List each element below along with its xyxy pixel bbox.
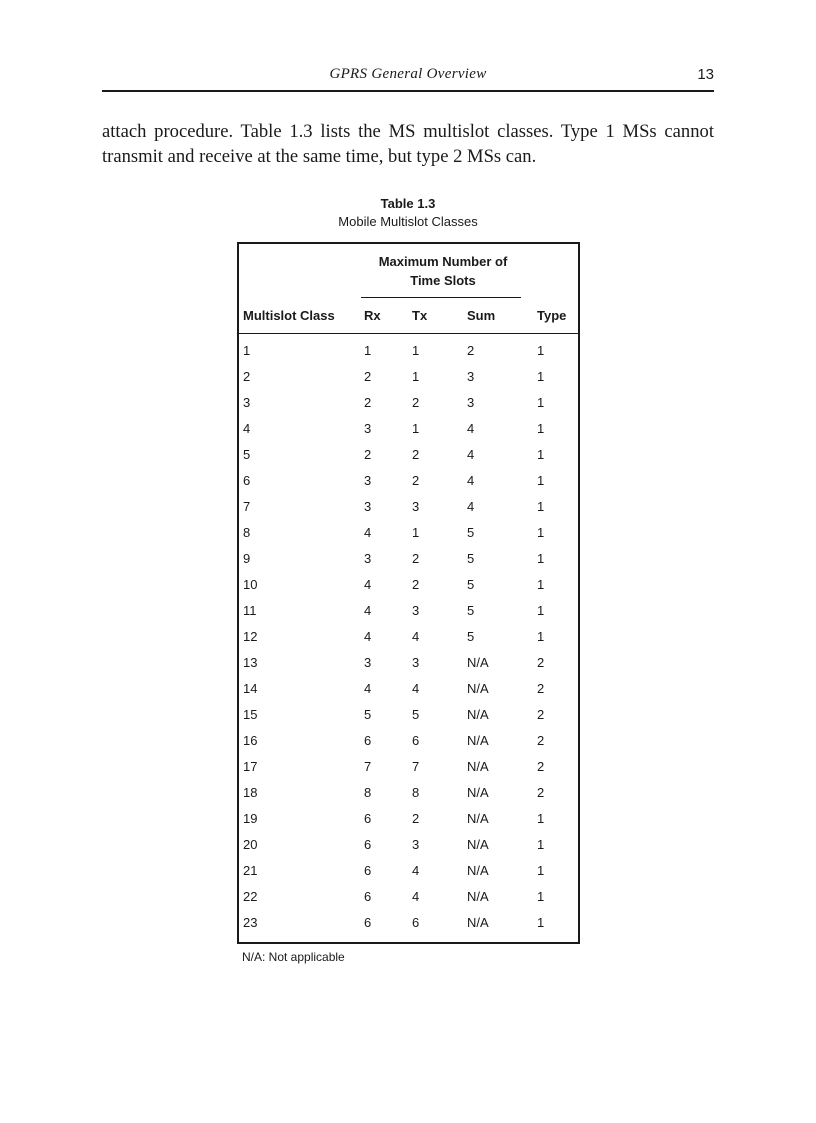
cell-sum: 5	[467, 525, 475, 540]
table-row	[239, 394, 578, 420]
table-row	[239, 342, 578, 368]
cell-type: 1	[537, 369, 545, 384]
header-rule	[239, 333, 578, 334]
cell-type: 1	[537, 421, 545, 436]
table-row	[239, 628, 578, 654]
cell-sum: N/A	[467, 733, 489, 748]
cell-sum: 5	[467, 551, 475, 566]
cell-tx: 2	[412, 473, 420, 488]
page-number: 13	[697, 66, 714, 83]
cell-rx: 4	[364, 681, 372, 696]
cell-multislot-class: 17	[243, 759, 258, 774]
cell-rx: 2	[364, 447, 372, 462]
body-line-1: attach procedure. Table 1.3 lists the MS multislot classes. Type 1 MSs cannot	[102, 121, 714, 142]
cell-rx: 6	[364, 811, 372, 826]
cell-tx: 3	[412, 837, 420, 852]
cell-sum: N/A	[467, 837, 489, 852]
table-row	[239, 914, 578, 940]
cell-tx: 3	[412, 655, 420, 670]
table-row	[239, 602, 578, 628]
cell-type: 2	[537, 759, 545, 774]
cell-multislot-class: 4	[243, 421, 251, 436]
cell-tx: 4	[412, 889, 420, 904]
cell-rx: 4	[364, 525, 372, 540]
cell-multislot-class: 23	[243, 915, 258, 930]
cell-tx: 8	[412, 785, 420, 800]
running-title: GPRS General Overview	[329, 66, 487, 82]
table-row	[239, 888, 578, 914]
cell-multislot-class: 16	[243, 733, 258, 748]
cell-tx: 3	[412, 499, 420, 514]
cell-type: 2	[537, 707, 545, 722]
table-row	[239, 550, 578, 576]
max-time-slots-header	[367, 252, 519, 290]
cell-multislot-class: 7	[243, 499, 251, 514]
cell-type: 1	[537, 447, 545, 462]
cell-tx: 2	[412, 395, 420, 410]
cell-rx: 5	[364, 707, 372, 722]
cell-sum: 4	[467, 473, 475, 488]
cell-multislot-class: 9	[243, 551, 251, 566]
cell-type: 1	[537, 603, 545, 618]
cell-multislot-class: 18	[243, 785, 258, 800]
cell-tx: 4	[412, 629, 420, 644]
cell-multislot-class: 14	[243, 681, 258, 696]
cell-type: 1	[537, 343, 545, 358]
cell-rx: 6	[364, 889, 372, 904]
cell-sum: 5	[467, 577, 475, 592]
table-body	[239, 342, 578, 940]
spanner-rule	[361, 297, 521, 298]
cell-type: 1	[537, 889, 545, 904]
cell-multislot-class: 22	[243, 889, 258, 904]
table-row	[239, 498, 578, 524]
cell-rx: 6	[364, 733, 372, 748]
table-row	[239, 706, 578, 732]
cell-rx: 3	[364, 473, 372, 488]
cell-type: 2	[537, 681, 545, 696]
table-row	[239, 472, 578, 498]
cell-tx: 1	[412, 421, 420, 436]
body-line-2: transmit and receive at the same time, but type 2 MSs can.	[102, 146, 537, 167]
body-paragraph	[102, 119, 714, 169]
cell-sum: 3	[467, 369, 475, 384]
cell-rx: 3	[364, 551, 372, 566]
cell-type: 1	[537, 499, 545, 514]
column-header-rx: Rx	[364, 308, 381, 323]
cell-rx: 6	[364, 915, 372, 930]
cell-multislot-class: 3	[243, 395, 251, 410]
table-title: Mobile Multislot Classes	[338, 214, 478, 229]
cell-sum: 4	[467, 499, 475, 514]
cell-sum: 5	[467, 629, 475, 644]
cell-multislot-class: 11	[243, 603, 257, 618]
cell-sum: N/A	[467, 681, 489, 696]
table-row	[239, 680, 578, 706]
column-header-multislot-class: Multislot Class	[243, 308, 335, 323]
cell-rx: 8	[364, 785, 372, 800]
cell-sum: 4	[467, 421, 475, 436]
cell-multislot-class: 8	[243, 525, 251, 540]
cell-type: 1	[537, 837, 545, 852]
max-time-slots-header-line-2: Time Slots	[410, 273, 476, 288]
table-row	[239, 810, 578, 836]
column-header-sum: Sum	[467, 308, 496, 323]
table-row	[239, 758, 578, 784]
cell-multislot-class: 12	[243, 629, 258, 644]
table-row	[239, 784, 578, 810]
cell-sum: N/A	[467, 785, 489, 800]
cell-rx: 1	[364, 343, 372, 358]
cell-multislot-class: 10	[243, 577, 258, 592]
column-header-tx: Tx	[412, 308, 428, 323]
cell-rx: 3	[364, 421, 372, 436]
table-row	[239, 576, 578, 602]
cell-multislot-class: 15	[243, 707, 258, 722]
cell-tx: 1	[412, 525, 420, 540]
table-row	[239, 654, 578, 680]
cell-multislot-class: 19	[243, 811, 258, 826]
table-row	[239, 368, 578, 394]
cell-rx: 7	[364, 759, 372, 774]
cell-sum: 2	[467, 343, 475, 358]
max-time-slots-header-line-1: Maximum Number of	[378, 254, 508, 269]
cell-sum: 4	[467, 447, 475, 462]
cell-multislot-class: 20	[243, 837, 258, 852]
cell-sum: N/A	[467, 707, 489, 722]
cell-rx: 4	[364, 629, 372, 644]
cell-multislot-class: 5	[243, 447, 251, 462]
cell-tx: 4	[412, 863, 420, 878]
cell-type: 1	[537, 915, 545, 930]
cell-sum: N/A	[467, 863, 489, 878]
cell-tx: 6	[412, 733, 420, 748]
cell-sum: N/A	[467, 811, 489, 826]
table-row	[239, 420, 578, 446]
cell-type: 1	[537, 525, 545, 540]
cell-sum: 5	[467, 603, 475, 618]
cell-type: 1	[537, 473, 545, 488]
cell-rx: 4	[364, 603, 372, 618]
cell-sum: N/A	[467, 655, 489, 670]
table-number: Table 1.3	[380, 196, 436, 211]
cell-tx: 2	[412, 551, 420, 566]
cell-tx: 7	[412, 759, 420, 774]
cell-type: 1	[537, 811, 545, 826]
cell-tx: 5	[412, 707, 420, 722]
cell-sum: N/A	[467, 759, 489, 774]
cell-type: 1	[537, 577, 545, 592]
cell-type: 1	[537, 629, 545, 644]
cell-type: 1	[537, 395, 545, 410]
cell-type: 1	[537, 551, 545, 566]
running-header	[102, 64, 714, 92]
cell-type: 2	[537, 785, 545, 800]
cell-sum: N/A	[467, 915, 489, 930]
cell-tx: 2	[412, 447, 420, 462]
table-row	[239, 862, 578, 888]
cell-rx: 2	[364, 395, 372, 410]
cell-tx: 2	[412, 577, 420, 592]
cell-rx: 6	[364, 837, 372, 852]
table-row	[239, 446, 578, 472]
cell-multislot-class: 21	[243, 863, 258, 878]
column-header-type: Type	[537, 308, 567, 323]
table-row	[239, 524, 578, 550]
cell-rx: 4	[364, 577, 372, 592]
cell-tx: 1	[412, 343, 420, 358]
cell-type: 2	[537, 733, 545, 748]
cell-rx: 3	[364, 655, 372, 670]
table-row	[239, 836, 578, 862]
table-row	[239, 732, 578, 758]
cell-multislot-class: 13	[243, 655, 258, 670]
cell-tx: 6	[412, 915, 420, 930]
cell-tx: 2	[412, 811, 420, 826]
cell-rx: 2	[364, 369, 372, 384]
cell-multislot-class: 1	[243, 343, 251, 358]
multislot-classes-table	[237, 242, 580, 944]
cell-sum: N/A	[467, 889, 489, 904]
cell-tx: 3	[412, 603, 420, 618]
cell-multislot-class: 2	[243, 369, 251, 384]
cell-type: 2	[537, 655, 545, 670]
cell-multislot-class: 6	[243, 473, 251, 488]
cell-tx: 4	[412, 681, 420, 696]
cell-rx: 6	[364, 863, 372, 878]
cell-sum: 3	[467, 395, 475, 410]
cell-tx: 1	[412, 369, 420, 384]
table-footnote: N/A: Not applicable	[242, 950, 345, 964]
cell-rx: 3	[364, 499, 372, 514]
cell-type: 1	[537, 863, 545, 878]
